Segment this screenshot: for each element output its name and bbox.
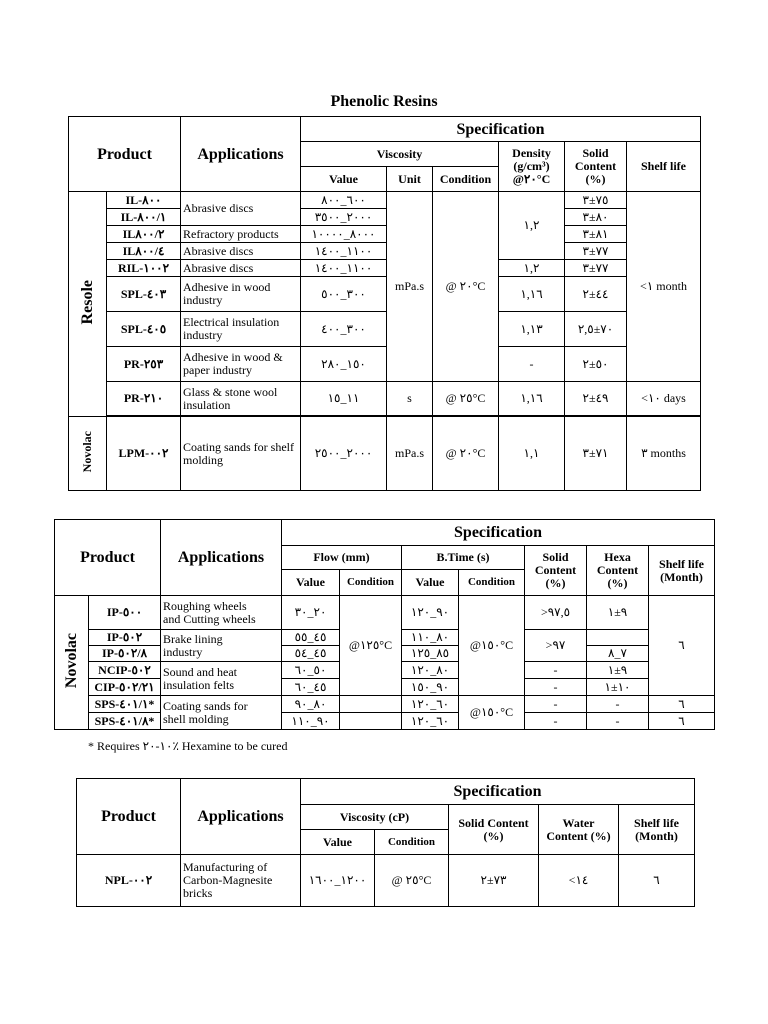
density-cell: ١,١ — [499, 417, 565, 491]
hexa-cell: - — [587, 713, 649, 730]
product-cell: IP-٥٠٠ — [89, 596, 161, 630]
header-product: Product — [77, 779, 181, 855]
header-viscosity: Viscosity — [301, 142, 499, 167]
application-line: Brake lining — [163, 631, 223, 646]
flow-condition-cell — [340, 713, 402, 730]
header-condition: Condition — [375, 830, 449, 855]
group-resole — [69, 192, 107, 417]
application-line: and Cutting wheels — [163, 611, 256, 626]
btime-value-cell: ٨٥_١٢٥ — [402, 646, 459, 662]
header-specification: Specification — [301, 779, 695, 805]
shelf-cell: <١٠ days — [627, 382, 701, 416]
application-cell: Adhesive in wood industry — [181, 277, 301, 312]
header-condition: Condition — [433, 167, 499, 192]
application-cell: Manufacturing of Carbon-Magnesite bricks — [181, 855, 301, 907]
application-cell — [161, 630, 282, 662]
application-cell — [161, 596, 282, 630]
flow-value-cell: ٤٥_٥٥ — [282, 630, 340, 646]
header-value: Value — [301, 167, 387, 192]
value-cell: ٦٠٠_٨٠٠ — [301, 192, 387, 209]
flow-value-cell: ٥٠_٦٠ — [282, 662, 340, 679]
application-cell: Adhesive in wood & paper industry — [181, 347, 301, 382]
product-cell: LPM-٠٠٢ — [107, 417, 181, 491]
btime-value-cell: ٩٠_١٥٠ — [402, 679, 459, 696]
solid-cell: ٧٣±٢ — [449, 855, 539, 907]
shelf-cell: ٦ — [619, 855, 695, 907]
hexa-cell: - — [587, 696, 649, 713]
btime-value-cell: ٦٠_١٢٠ — [402, 713, 459, 730]
application-line: insulation felts — [163, 677, 234, 692]
flow-value-cell: ٢٠_٣٠ — [282, 596, 340, 630]
unit-cell: mPa.s — [387, 192, 433, 382]
group-novolac-label: Novolac — [80, 431, 94, 473]
group-novolac — [69, 417, 107, 491]
value-cell: ٣٠٠_٤٠٠ — [301, 312, 387, 347]
flow-value-cell: ٨٠_٩٠ — [282, 696, 340, 713]
application-cell: Coating sands for shelf molding — [181, 417, 301, 491]
header-specification: Specification — [282, 520, 715, 546]
product-cell: SPL-٤٠٣ — [107, 277, 181, 312]
application-cell — [161, 696, 282, 730]
btime-condition-cell: @١٥٠°C — [459, 696, 525, 730]
solid-cell: >٩٧ — [525, 630, 587, 662]
application-cell: Abrasive discs — [181, 243, 301, 260]
header-product: Product — [69, 117, 181, 192]
header-shelf-life: Shelf life — [627, 142, 701, 192]
product-cell: CIP-٥٠٢/٢١ — [89, 679, 161, 696]
flow-condition-cell: @١٢٥°C — [340, 596, 402, 696]
page-title: Phenolic Resins — [330, 93, 438, 110]
solid-cell: ٧٧±٣ — [565, 260, 627, 277]
header-solid-content: Solid Content (%) — [449, 805, 539, 855]
header-shelf-life: Shelf life (Month) — [649, 546, 715, 596]
value-cell: ٨٠٠٠_١٠٠٠٠ — [301, 226, 387, 243]
hexa-cell — [587, 630, 649, 646]
solid-cell: ٧٥±٣ — [565, 192, 627, 209]
hexa-cell: ٩±١ — [587, 596, 649, 630]
application-cell: Electrical insulation industry — [181, 312, 301, 347]
value-cell: ٣٠٠_٥٠٠ — [301, 277, 387, 312]
hexa-cell — [587, 679, 649, 696]
shelf-cell: <١ month — [627, 192, 701, 382]
shelf-cell: ٦ — [649, 713, 715, 730]
product-cell: IP-٥٠٢/٨ — [89, 646, 161, 662]
hexa-cip-value: ١٠±١ — [604, 679, 631, 694]
application-cell: Glass & stone wool insulation — [181, 382, 301, 416]
application-line: Sound and heat — [163, 664, 237, 679]
value-cell: ١١٠٠_١٤٠٠ — [301, 243, 387, 260]
product-cell: NCIP-٥٠٢ — [89, 662, 161, 679]
solid-cell: ٧٠±٢,٥ — [565, 312, 627, 347]
header-applications: Applications — [161, 520, 282, 596]
unit-cell: mPa.s — [387, 417, 433, 491]
water-cell: <١٤ — [539, 855, 619, 907]
flow-value-cell: ٩٠_١١٠ — [282, 713, 340, 730]
header-value: Value — [301, 830, 375, 855]
header-viscosity: Viscosity (cP) — [301, 805, 449, 830]
value-cell: ١٢٠٠_١٦٠٠ — [301, 855, 375, 907]
product-cell: NPL-٠٠٢ — [77, 855, 181, 907]
density-cell: ١,٢ — [499, 192, 565, 260]
product-cell: SPL-٤٠٥ — [107, 312, 181, 347]
density-cell: ١,١٣ — [499, 312, 565, 347]
btime-value-cell: ٨٠_١١٠ — [402, 630, 459, 646]
header-flow: Flow (mm) — [282, 546, 402, 570]
condition-cell: @ ٢٠°C — [433, 192, 499, 382]
product-cell: PR-٢١٠ — [107, 382, 181, 416]
hexa-cell: ٧_٨ — [587, 646, 649, 662]
header-value: Value — [282, 570, 340, 596]
application-cell: Abrasive discs — [181, 192, 301, 226]
hexa-cell: ٩±١ — [587, 662, 649, 679]
group-novolac — [55, 596, 89, 730]
product-cell: SPS-٤٠١/٨* — [89, 713, 161, 730]
density-cell: ١,٢ — [499, 260, 565, 277]
solid-cell: ٨٠±٣ — [565, 209, 627, 226]
header-hexa-content: Hexa Content (%) — [587, 546, 649, 596]
shelf-cell: ٣ months — [627, 417, 701, 491]
solid-cell: >٩٧,٥ — [525, 596, 587, 630]
header-unit: Unit — [387, 167, 433, 192]
product-cell: IP-٥٠٢ — [89, 630, 161, 646]
flow-value-cell: ٤٥_٥٤ — [282, 646, 340, 662]
solid-cell: ٤٩±٢ — [565, 382, 627, 416]
value-cell: ١١٠٠_١٤٠٠ — [301, 260, 387, 277]
header-value: Value — [402, 570, 459, 596]
btime-condition-cell: @١٥٠°C — [459, 596, 525, 696]
solid-cell: ٧١±٣ — [565, 417, 627, 491]
solid-cell: ٧٧±٣ — [565, 243, 627, 260]
product-cell: IL-٨٠٠/١ — [107, 209, 181, 226]
header-product: Product — [55, 520, 161, 596]
flow-value-cell: ٤٥_٦٠ — [282, 679, 340, 696]
condition-cell: @ ٢٠°C — [433, 417, 499, 491]
btime-value-cell: ٨٠_١٢٠ — [402, 662, 459, 679]
resins-table-1 — [68, 116, 701, 491]
btime-value-cell: ٦٠_١٢٠ — [402, 696, 459, 713]
group-resole-label: Resole — [79, 280, 96, 325]
product-cell: RIL-١٠٠٢ — [107, 260, 181, 277]
value-cell: ٢٠٠٠_٢٥٠٠ — [301, 417, 387, 491]
product-cell: IL-٨٠٠ — [107, 192, 181, 209]
value-cell: ١٥٠_٢٨٠ — [301, 347, 387, 382]
solid-cell: - — [525, 662, 587, 679]
footnote: * Requires ١٠-٢٠٪ Hexamine to be cured — [88, 739, 288, 753]
condition-cell: @ ٢٥°C — [375, 855, 449, 907]
header-btime: B.Time (s) — [402, 546, 525, 570]
btime-value-cell: ٩٠_١٢٠ — [402, 596, 459, 630]
header-water-content: Water Content (%) — [539, 805, 619, 855]
header-condition: Condition — [340, 570, 402, 596]
header-specification: Specification — [301, 117, 701, 142]
flow-condition-cell — [340, 696, 402, 713]
header-applications: Applications — [181, 117, 301, 192]
header-solid-content: Solid Content (%) — [565, 142, 627, 192]
application-line: Coating sands for — [163, 698, 248, 713]
density-cell: ١,١٦ — [499, 382, 565, 416]
application-line: Roughing wheels — [163, 598, 247, 613]
value-cell: ٢٠٠٠_٣٥٠٠ — [301, 209, 387, 226]
resins-table-2 — [54, 519, 715, 730]
header-density: Density (g/cm³) @٢٠°C — [499, 142, 565, 192]
solid-cell: ٨١±٣ — [565, 226, 627, 243]
product-cell: PR-٢٥٣ — [107, 347, 181, 382]
header-condition: Condition — [459, 570, 525, 596]
shelf-cell: ٦ — [649, 696, 715, 713]
group-novolac-label: Novolac — [63, 633, 80, 689]
application-cell: Abrasive discs — [181, 260, 301, 277]
solid-cell: - — [525, 679, 587, 696]
resins-table-3 — [76, 778, 695, 907]
application-line: shell molding — [163, 711, 229, 726]
product-cell: SPS-٤٠١/١* — [89, 696, 161, 713]
header-applications: Applications — [181, 779, 301, 855]
shelf-cell: ٦ — [649, 596, 715, 696]
header-shelf-life: Shelf life (Month) — [619, 805, 695, 855]
density-cell: ١,١٦ — [499, 277, 565, 312]
solid-cell: - — [525, 696, 587, 713]
product-cell: IL٨٠٠/٤ — [107, 243, 181, 260]
solid-cell: - — [525, 713, 587, 730]
header-solid-content: Solid Content (%) — [525, 546, 587, 596]
application-cell: Refractory products — [181, 226, 301, 243]
solid-cell: ٥٠±٢ — [565, 347, 627, 382]
density-cell: - — [499, 347, 565, 382]
value-cell: ١١_١٥ — [301, 382, 387, 416]
condition-cell: @ ٢٥°C — [433, 382, 499, 416]
solid-cell: ٤٤±٢ — [565, 277, 627, 312]
unit-cell: s — [387, 382, 433, 416]
application-line: industry — [163, 644, 203, 659]
application-cell — [161, 662, 282, 696]
product-cell: IL٨٠٠/٢ — [107, 226, 181, 243]
